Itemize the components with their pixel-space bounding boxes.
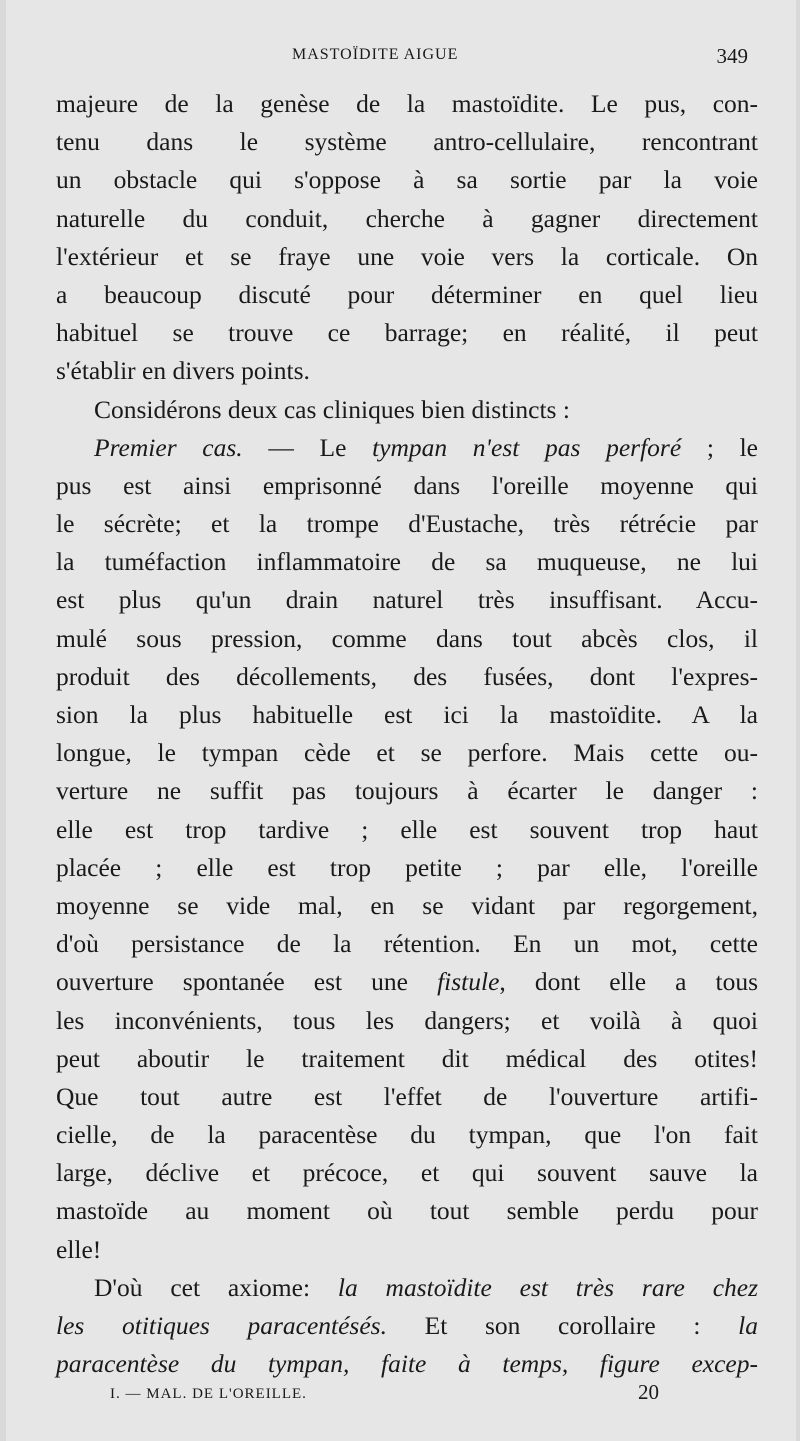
text-line bbox=[56, 200, 758, 238]
text-line bbox=[56, 1231, 758, 1269]
page-footer bbox=[6, 1380, 796, 1410]
text-segment: produit des décollements, des fusées, dont l'expres- bbox=[56, 661, 758, 691]
text-segment: la tuméfaction inflammatoire de sa muqueuse, ne lui bbox=[56, 547, 758, 577]
text-segment: d'où persistance de la rétention. En un mot, cette bbox=[56, 929, 758, 959]
text-segment: tenu dans le système antro-cellulaire, rencontrant bbox=[56, 127, 758, 157]
page-number: 349 bbox=[716, 44, 748, 68]
text-line bbox=[56, 1116, 758, 1154]
running-title: MASTOÏDITE AIGUE bbox=[292, 46, 459, 63]
text-segment: placée ; elle est trop petite ; par elle, l'oreille bbox=[56, 852, 758, 882]
text-line bbox=[56, 1269, 758, 1307]
text-segment: est plus qu'un drain naturel très insuffisant. Accu- bbox=[56, 585, 758, 615]
text-segment: sion la plus habituelle est ici la mastoïdite. A la bbox=[56, 700, 758, 729]
text-line bbox=[56, 352, 758, 390]
text-line bbox=[56, 391, 758, 429]
text-segment: Considérons deux cas cliniques bien distincts : bbox=[94, 394, 570, 424]
text-segment: pus est ainsi emprisonné dans l'oreille moyenne qui bbox=[56, 470, 758, 500]
signature-mark: I. — MAL. DE L'OREILLE. bbox=[110, 1386, 307, 1402]
text-segment: mulé sous pression, comme dans tout abcès clos, il bbox=[56, 623, 758, 653]
book-page bbox=[6, 0, 796, 1441]
text-segment: habituel se trouve ce barrage; en réalité, il peut bbox=[56, 318, 758, 348]
text-segment: s'établir en divers points. bbox=[56, 356, 310, 386]
italic-text: tympan n'est pas perforé bbox=[372, 432, 682, 462]
text-segment: elle! bbox=[56, 1234, 102, 1264]
text-line bbox=[56, 467, 758, 505]
text-segment: le sécrète; et la trompe d'Eustache, très rétrécie par bbox=[56, 509, 758, 539]
text-segment: moyenne se vide mal, en se vidant par regorgement, bbox=[56, 890, 758, 920]
italic-text: la mastoïdite est très rare chez bbox=[337, 1272, 759, 1302]
text-line bbox=[56, 925, 758, 963]
text-line bbox=[56, 161, 758, 199]
text-segment: ouverture spontanée est une bbox=[56, 967, 438, 997]
text-line bbox=[56, 887, 758, 925]
italic-text: paracentèse du tympan, faite à temps, figure excep- bbox=[56, 1349, 758, 1379]
text-line bbox=[56, 85, 758, 123]
text-segment: l'extérieur et se fraye une voie vers la corticale. On bbox=[56, 241, 758, 271]
text-segment: mastoïde au moment où tout semble perdu pour bbox=[56, 1196, 758, 1226]
body-text bbox=[56, 85, 758, 1383]
text-line bbox=[56, 658, 758, 696]
text-segment: — Le bbox=[242, 432, 373, 462]
text-line bbox=[56, 429, 758, 467]
text-line bbox=[56, 1345, 758, 1383]
italic-text: fistule bbox=[437, 967, 500, 997]
text-segment: Et son corollaire : bbox=[386, 1311, 739, 1340]
text-line bbox=[56, 620, 758, 658]
text-line bbox=[56, 314, 758, 352]
text-segment: elle est trop tardive ; elle est souvent trop haut bbox=[56, 814, 758, 844]
text-line bbox=[56, 1192, 758, 1230]
text-segment: ; le bbox=[681, 432, 758, 462]
text-segment: Que tout autre est l'effet de l'ouverture artifi- bbox=[56, 1081, 758, 1111]
text-line bbox=[56, 963, 758, 1001]
text-line bbox=[56, 505, 758, 543]
text-segment: large, déclive et précoce, et qui souvent sauve la bbox=[56, 1158, 758, 1188]
text-line bbox=[56, 696, 758, 734]
text-line bbox=[56, 734, 758, 772]
italic-text: la bbox=[738, 1311, 758, 1340]
text-segment: un obstacle qui s'oppose à sa sortie par la voie bbox=[56, 165, 758, 195]
text-line bbox=[56, 772, 758, 810]
text-segment: longue, le tympan cède et se perfore. Mais cette ou- bbox=[56, 738, 758, 768]
text-segment: cielle, de la paracentèse du tympan, que l'on fait bbox=[56, 1120, 758, 1150]
text-line bbox=[56, 1154, 758, 1192]
text-segment: verture ne suffit pas toujours à écarter le danger : bbox=[56, 776, 758, 806]
text-line bbox=[56, 1078, 758, 1116]
page-header bbox=[6, 44, 796, 74]
text-line bbox=[56, 238, 758, 276]
text-segment: , dont elle a tous bbox=[499, 967, 758, 997]
text-line bbox=[56, 1002, 758, 1040]
text-line bbox=[56, 1307, 758, 1345]
text-segment: majeure de la genèse de la mastoïdite. Le pus, con- bbox=[56, 89, 758, 118]
text-line bbox=[56, 811, 758, 849]
text-line bbox=[56, 849, 758, 887]
text-segment: peut aboutir le traitement dit médical des otites! bbox=[56, 1043, 758, 1073]
sheet-number: 20 bbox=[638, 1380, 659, 1404]
text-line bbox=[56, 1040, 758, 1078]
text-segment: naturelle du conduit, cherche à gagner directement bbox=[56, 203, 758, 233]
text-segment: D'où cet axiome: bbox=[94, 1272, 338, 1302]
text-segment: a beaucoup discuté pour déterminer en quel lieu bbox=[56, 279, 758, 309]
text-segment: les inconvénients, tous les dangers; et voilà à quoi bbox=[56, 1005, 758, 1035]
italic-text: les otitiques paracentésés. bbox=[56, 1311, 387, 1340]
text-line bbox=[56, 123, 758, 161]
text-line bbox=[56, 581, 758, 619]
italic-text: Premier cas. bbox=[94, 432, 243, 462]
text-line bbox=[56, 543, 758, 581]
text-line bbox=[56, 276, 758, 314]
